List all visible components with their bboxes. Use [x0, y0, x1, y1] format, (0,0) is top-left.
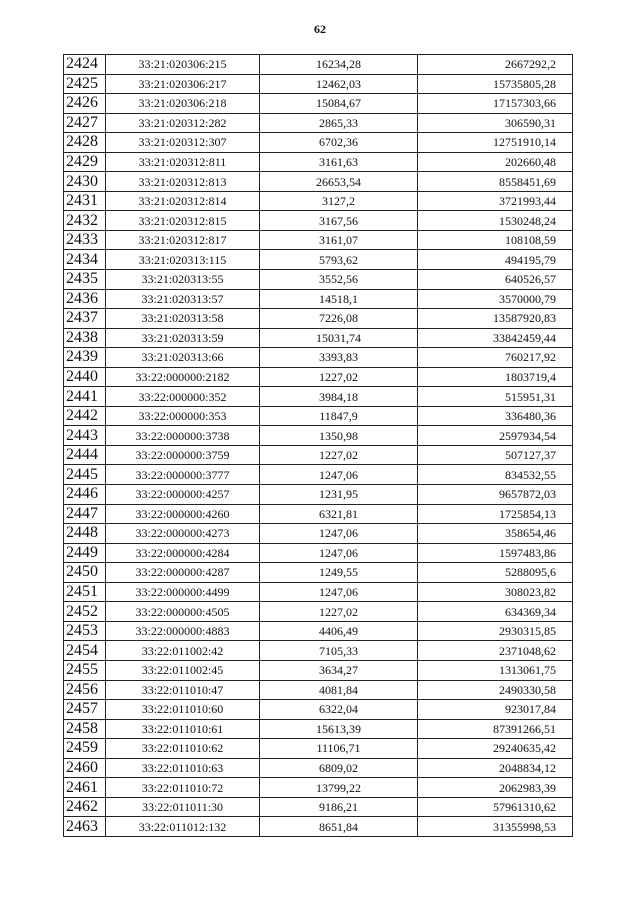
row-number-cell: 2432 [64, 211, 106, 231]
row-number-cell: 2446 [64, 485, 106, 505]
page-number: 62 [314, 22, 326, 36]
cadastral-number-cell: 33:22:000000:4883 [106, 621, 260, 641]
area-cell: 3984,18 [260, 387, 418, 407]
row-number-cell: 2427 [64, 113, 106, 133]
cadastral-value-cell: 1803719,4 [418, 367, 573, 387]
cadastral-value-cell: 760217,92 [418, 348, 573, 368]
table-row [64, 641, 573, 661]
cadastral-value-cell: 1313061,75 [418, 660, 573, 680]
table-row [64, 230, 573, 250]
cadastral-number-cell: 33:22:000000:352 [106, 387, 260, 407]
row-number-cell: 2452 [64, 602, 106, 622]
row-number-cell: 2456 [64, 680, 106, 700]
area-cell: 1231,95 [260, 485, 418, 505]
cadastral-number-cell: 33:21:020313:66 [106, 348, 260, 368]
table-row [64, 797, 573, 817]
row-number-cell: 2457 [64, 700, 106, 720]
row-number-cell: 2437 [64, 309, 106, 329]
cadastral-number-cell: 33:21:020313:55 [106, 270, 260, 290]
table-row [64, 113, 573, 133]
table-row [64, 739, 573, 759]
row-number-cell: 2426 [64, 94, 106, 114]
cadastral-value-cell: 2490330,58 [418, 680, 573, 700]
cadastral-number-cell: 33:21:020312:817 [106, 230, 260, 250]
area-cell: 11847,9 [260, 406, 418, 426]
table-row [64, 74, 573, 94]
cadastral-value-cell: 923017,84 [418, 700, 573, 720]
area-cell: 3127,2 [260, 191, 418, 211]
table-row [64, 289, 573, 309]
row-number-cell: 2453 [64, 621, 106, 641]
cadastral-number-cell: 33:21:020313:115 [106, 250, 260, 270]
row-number-cell: 2455 [64, 660, 106, 680]
cadastral-number-cell: 33:21:020313:57 [106, 289, 260, 309]
area-cell: 1227,02 [260, 367, 418, 387]
row-number-cell: 2461 [64, 778, 106, 798]
row-number-cell: 2463 [64, 817, 106, 837]
cadastral-value-cell: 108108,59 [418, 230, 573, 250]
cadastral-number-cell: 33:22:000000:3777 [106, 465, 260, 485]
area-cell: 1247,06 [260, 543, 418, 563]
cadastral-value-cell: 336480,36 [418, 406, 573, 426]
cadastral-value-cell: 306590,31 [418, 113, 573, 133]
area-cell: 26653,54 [260, 172, 418, 192]
table-row [64, 582, 573, 602]
area-cell: 1227,02 [260, 445, 418, 465]
row-number-cell: 2449 [64, 543, 106, 563]
cadastral-number-cell: 33:22:000000:4505 [106, 602, 260, 622]
table-row [64, 211, 573, 231]
cadastral-value-cell: 1530248,24 [418, 211, 573, 231]
row-number-cell: 2434 [64, 250, 106, 270]
cadastral-value-cell: 515951,31 [418, 387, 573, 407]
cadastral-number-cell: 33:21:020312:282 [106, 113, 260, 133]
table-row [64, 621, 573, 641]
area-cell: 7105,33 [260, 641, 418, 661]
area-cell: 1227,02 [260, 602, 418, 622]
table-row [64, 543, 573, 563]
cadastral-number-cell: 33:21:020313:58 [106, 309, 260, 329]
row-number-cell: 2429 [64, 152, 106, 172]
table-row [64, 387, 573, 407]
cadastral-number-cell: 33:22:011010:63 [106, 758, 260, 778]
table-row [64, 817, 573, 837]
row-number-cell: 2431 [64, 191, 106, 211]
row-number-cell: 2435 [64, 270, 106, 290]
table-row [64, 55, 573, 75]
row-number-cell: 2462 [64, 797, 106, 817]
cadastral-number-cell: 33:22:011010:60 [106, 700, 260, 720]
row-number-cell: 2444 [64, 445, 106, 465]
area-cell: 6702,36 [260, 133, 418, 153]
cadastral-number-cell: 33:21:020312:307 [106, 133, 260, 153]
table-row [64, 270, 573, 290]
area-cell: 6322,04 [260, 700, 418, 720]
area-cell: 6809,02 [260, 758, 418, 778]
row-number-cell: 2425 [64, 74, 106, 94]
cadastral-value-cell: 87391266,51 [418, 719, 573, 739]
row-number-cell: 2445 [64, 465, 106, 485]
row-number-cell: 2442 [64, 406, 106, 426]
cadastral-value-cell: 1725854,13 [418, 504, 573, 524]
cadastral-number-cell: 33:22:000000:2182 [106, 367, 260, 387]
table-row [64, 445, 573, 465]
cadastral-number-cell: 33:22:000000:3738 [106, 426, 260, 446]
table-row [64, 700, 573, 720]
cadastral-number-cell: 33:21:020306:217 [106, 74, 260, 94]
table-row [64, 309, 573, 329]
area-cell: 1247,06 [260, 524, 418, 544]
table-row [64, 191, 573, 211]
row-number-cell: 2430 [64, 172, 106, 192]
area-cell: 3167,56 [260, 211, 418, 231]
cadastral-number-cell: 33:21:020312:814 [106, 191, 260, 211]
cadastral-number-cell: 33:22:000000:4260 [106, 504, 260, 524]
cadastral-value-cell: 9657872,03 [418, 485, 573, 505]
area-cell: 1247,06 [260, 582, 418, 602]
area-cell: 16234,28 [260, 55, 418, 75]
cadastral-number-cell: 33:22:011010:61 [106, 719, 260, 739]
area-cell: 7226,08 [260, 309, 418, 329]
area-cell: 1249,55 [260, 563, 418, 583]
cadastral-value-cell: 358654,46 [418, 524, 573, 544]
row-number-cell: 2459 [64, 739, 106, 759]
cadastral-number-cell: 33:22:011010:62 [106, 739, 260, 759]
cadastral-value-cell: 12751910,14 [418, 133, 573, 153]
table-row [64, 152, 573, 172]
cadastral-number-cell: 33:21:020306:215 [106, 55, 260, 75]
cadastral-value-cell: 640526,57 [418, 270, 573, 290]
table-row [64, 133, 573, 153]
area-cell: 2865,33 [260, 113, 418, 133]
cadastral-number-cell: 33:22:000000:3759 [106, 445, 260, 465]
row-number-cell: 2448 [64, 524, 106, 544]
cadastral-value-cell: 5288095,6 [418, 563, 573, 583]
cadastral-value-cell: 2371048,62 [418, 641, 573, 661]
area-cell: 15084,67 [260, 94, 418, 114]
cadastral-value-cell: 33842459,44 [418, 328, 573, 348]
area-cell: 4406,49 [260, 621, 418, 641]
row-number-cell: 2458 [64, 719, 106, 739]
cadastral-number-cell: 33:22:000000:4284 [106, 543, 260, 563]
table-row [64, 348, 573, 368]
cadastral-value-cell: 29240635,42 [418, 739, 573, 759]
cadastral-value-cell: 507127,37 [418, 445, 573, 465]
row-number-cell: 2439 [64, 348, 106, 368]
area-cell: 12462,03 [260, 74, 418, 94]
cadastral-value-cell: 2667292,2 [418, 55, 573, 75]
area-cell: 3634,27 [260, 660, 418, 680]
area-cell: 1247,06 [260, 465, 418, 485]
cadastral-value-cell: 2597934,54 [418, 426, 573, 446]
cadastral-value-cell: 1597483,86 [418, 543, 573, 563]
cadastral-number-cell: 33:22:000000:353 [106, 406, 260, 426]
row-number-cell: 2424 [64, 55, 106, 75]
area-cell: 6321,81 [260, 504, 418, 524]
cadastral-number-cell: 33:21:020306:218 [106, 94, 260, 114]
cadastral-number-cell: 33:22:011012:132 [106, 817, 260, 837]
cadastral-number-cell: 33:22:011002:42 [106, 641, 260, 661]
cadastral-number-cell: 33:22:000000:4257 [106, 485, 260, 505]
area-cell: 3552,56 [260, 270, 418, 290]
table-row [64, 563, 573, 583]
row-number-cell: 2460 [64, 758, 106, 778]
cadastral-value-cell: 308023,82 [418, 582, 573, 602]
cadastral-value-cell: 8558451,69 [418, 172, 573, 192]
row-number-cell: 2450 [64, 563, 106, 583]
cadastral-number-cell: 33:22:011002:45 [106, 660, 260, 680]
cadastral-value-cell: 834532,55 [418, 465, 573, 485]
row-number-cell: 2441 [64, 387, 106, 407]
table-row [64, 465, 573, 485]
area-cell: 13799,22 [260, 778, 418, 798]
cadastral-number-cell: 33:22:011010:47 [106, 680, 260, 700]
cadastral-number-cell: 33:22:000000:4287 [106, 563, 260, 583]
cadastral-value-cell: 3721993,44 [418, 191, 573, 211]
row-number-cell: 2447 [64, 504, 106, 524]
table-row [64, 602, 573, 622]
cadastral-number-cell: 33:21:020313:59 [106, 328, 260, 348]
cadastral-number-cell: 33:21:020312:813 [106, 172, 260, 192]
row-number-cell: 2436 [64, 289, 106, 309]
area-cell: 11106,71 [260, 739, 418, 759]
table-row [64, 719, 573, 739]
area-cell: 1350,98 [260, 426, 418, 446]
table-row [64, 367, 573, 387]
row-number-cell: 2433 [64, 230, 106, 250]
cadastral-value-cell: 2930315,85 [418, 621, 573, 641]
table-body [64, 55, 573, 837]
table-row [64, 328, 573, 348]
cadastral-number-cell: 33:22:011010:72 [106, 778, 260, 798]
row-number-cell: 2451 [64, 582, 106, 602]
row-number-cell: 2428 [64, 133, 106, 153]
cadastral-value-cell: 31355998,53 [418, 817, 573, 837]
table-row [64, 660, 573, 680]
table-row [64, 94, 573, 114]
table-row [64, 778, 573, 798]
area-cell: 14518,1 [260, 289, 418, 309]
cadastral-value-cell: 15735805,28 [418, 74, 573, 94]
table-row [64, 524, 573, 544]
row-number-cell: 2443 [64, 426, 106, 446]
row-number-cell: 2440 [64, 367, 106, 387]
cadastral-value-cell: 202660,48 [418, 152, 573, 172]
cadastral-number-cell: 33:21:020312:815 [106, 211, 260, 231]
table-row [64, 426, 573, 446]
area-cell: 3393,83 [260, 348, 418, 368]
row-number-cell: 2454 [64, 641, 106, 661]
area-cell: 5793,62 [260, 250, 418, 270]
row-number-cell: 2438 [64, 328, 106, 348]
cadastral-number-cell: 33:21:020312:811 [106, 152, 260, 172]
area-cell: 8651,84 [260, 817, 418, 837]
table-row [64, 250, 573, 270]
cadastral-value-cell: 17157303,66 [418, 94, 573, 114]
cadastral-number-cell: 33:22:000000:4499 [106, 582, 260, 602]
cadastral-value-cell: 2062983,39 [418, 778, 573, 798]
cadastral-number-cell: 33:22:000000:4273 [106, 524, 260, 544]
cadastral-value-cell: 3570000,79 [418, 289, 573, 309]
cadastral-value-cell: 57961310,62 [418, 797, 573, 817]
cadastral-value-cell: 2048834,12 [418, 758, 573, 778]
cadastral-value-cell: 494195,79 [418, 250, 573, 270]
table-row [64, 172, 573, 192]
area-cell: 9186,21 [260, 797, 418, 817]
cadastral-number-cell: 33:22:011011:30 [106, 797, 260, 817]
area-cell: 4081,84 [260, 680, 418, 700]
cadastral-value-table [63, 54, 573, 837]
table-row [64, 406, 573, 426]
area-cell: 3161,07 [260, 230, 418, 250]
table-row [64, 485, 573, 505]
cadastral-value-cell: 13587920,83 [418, 309, 573, 329]
cadastral-value-cell: 634369,34 [418, 602, 573, 622]
area-cell: 15031,74 [260, 328, 418, 348]
area-cell: 3161,63 [260, 152, 418, 172]
area-cell: 15613,39 [260, 719, 418, 739]
table-row [64, 758, 573, 778]
table-row [64, 504, 573, 524]
table-row [64, 680, 573, 700]
